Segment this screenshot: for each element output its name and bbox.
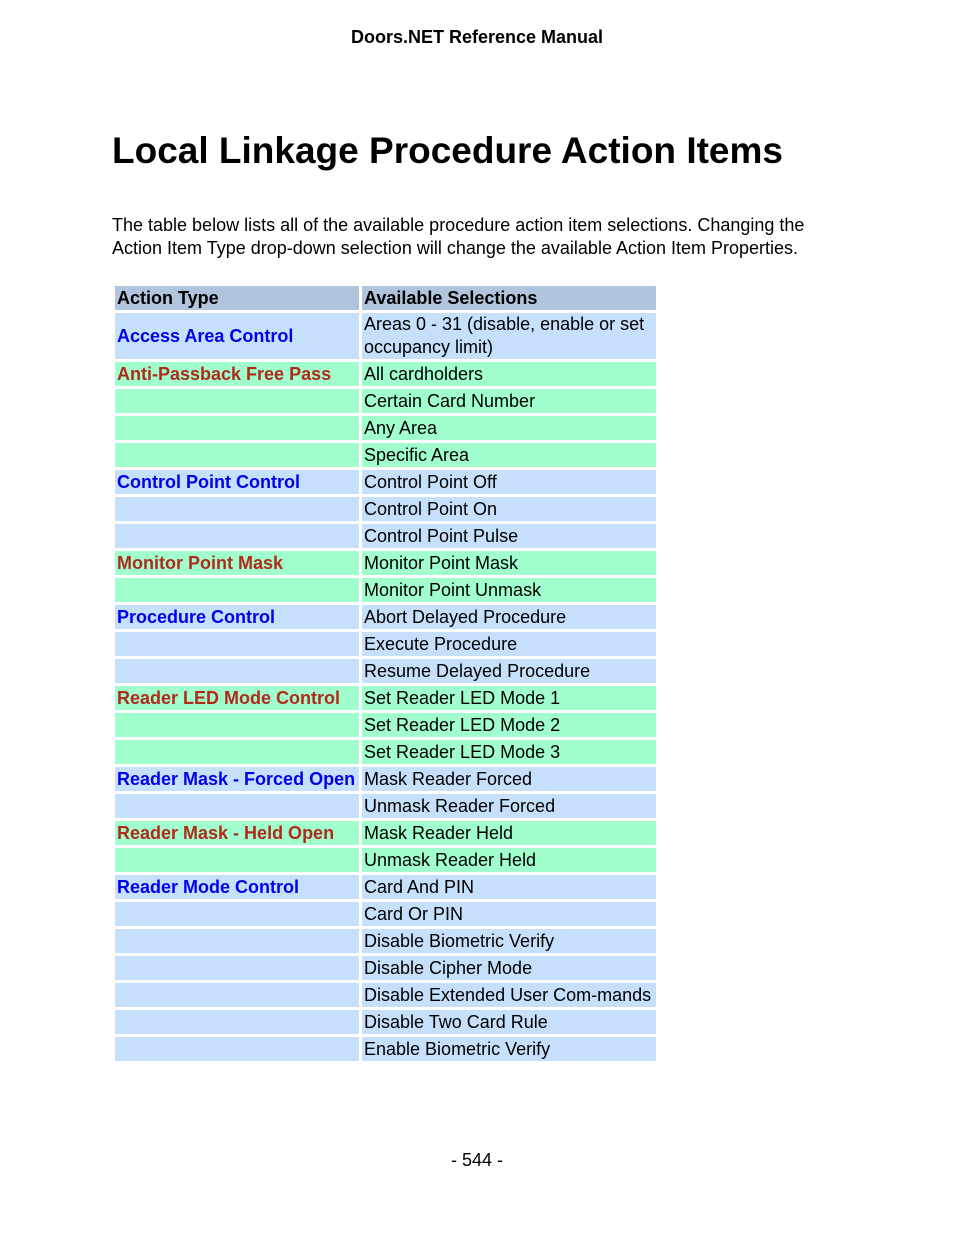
table-row — [115, 929, 656, 953]
action-type-label: Procedure Control — [117, 606, 276, 627]
table-row — [115, 605, 656, 629]
column-header-action-type: Action Type — [115, 286, 359, 310]
table-row — [115, 848, 656, 872]
running-header: Doors.NET Reference Manual — [350, 27, 604, 47]
available-selection-cell: Mask Reader Forced — [362, 767, 656, 791]
action-type-cell — [115, 929, 359, 953]
available-selection-cell: Disable Cipher Mode — [362, 956, 656, 980]
page-title: Local Linkage Procedure Action Items — [112, 130, 783, 171]
available-selection-cell: Unmask Reader Forced — [362, 794, 656, 818]
table-row — [115, 794, 656, 818]
table-body — [115, 313, 656, 1061]
available-selection-cell: Execute Procedure — [362, 632, 656, 656]
table-row — [115, 443, 656, 467]
table-row — [115, 740, 656, 764]
action-type-cell — [115, 605, 359, 629]
table-row — [115, 389, 656, 413]
action-type-cell — [115, 875, 359, 899]
action-type-cell — [115, 821, 359, 845]
column-header-available-selections: Available Selections — [362, 286, 656, 310]
action-type-cell — [115, 362, 359, 386]
available-selection-cell: Disable Two Card Rule — [362, 1010, 656, 1034]
table-row — [115, 821, 656, 845]
action-type-label: Monitor Point Mask — [117, 552, 283, 573]
table-row — [115, 686, 656, 710]
action-items-table — [112, 283, 659, 1064]
available-selection-cell: Monitor Point Mask — [362, 551, 656, 575]
table-row — [115, 362, 656, 386]
action-type-cell — [115, 497, 359, 521]
action-type-cell — [115, 767, 359, 791]
action-type-label: Reader Mask - Held Open — [117, 822, 335, 843]
available-selection-cell: Set Reader LED Mode 2 — [362, 713, 656, 737]
action-type-cell — [115, 313, 359, 359]
action-type-cell — [115, 632, 359, 656]
action-type-cell — [115, 713, 359, 737]
table-row — [115, 902, 656, 926]
table-row — [115, 524, 656, 548]
action-type-cell — [115, 956, 359, 980]
action-type-label: Reader Mask - Forced Open — [117, 768, 356, 789]
action-type-label: Access Area Control — [117, 325, 294, 346]
table-row — [115, 1037, 656, 1061]
available-selection-cell: Monitor Point Unmask — [362, 578, 656, 602]
action-type-cell — [115, 443, 359, 467]
available-selection-cell: Areas 0 - 31 (disable, enable or set occupancy limit) — [362, 313, 656, 359]
available-selection-cell: Mask Reader Held — [362, 821, 656, 845]
action-type-cell — [115, 1010, 359, 1034]
available-selection-cell: Disable Biometric Verify — [362, 929, 656, 953]
table-row — [115, 713, 656, 737]
table-row — [115, 551, 656, 575]
action-type-cell — [115, 551, 359, 575]
available-selection-cell: Control Point Pulse — [362, 524, 656, 548]
available-selection-cell: Card And PIN — [362, 875, 656, 899]
table-row — [115, 659, 656, 683]
table-row — [115, 313, 656, 359]
available-selection-cell: Unmask Reader Held — [362, 848, 656, 872]
table-row — [115, 416, 656, 440]
action-type-cell — [115, 794, 359, 818]
available-selection-cell: Specific Area — [362, 443, 656, 467]
page-number: - 544 - — [450, 1150, 504, 1170]
table-row — [115, 983, 656, 1007]
available-selection-cell: Control Point Off — [362, 470, 656, 494]
available-selection-cell: Control Point On — [362, 497, 656, 521]
table-header-row — [115, 286, 656, 310]
table-row — [115, 875, 656, 899]
table-row — [115, 632, 656, 656]
table-row — [115, 470, 656, 494]
available-selection-cell: Set Reader LED Mode 1 — [362, 686, 656, 710]
action-type-cell — [115, 686, 359, 710]
available-selection-cell: Set Reader LED Mode 3 — [362, 740, 656, 764]
action-type-cell — [115, 848, 359, 872]
action-type-cell — [115, 470, 359, 494]
available-selection-cell: Card Or PIN — [362, 902, 656, 926]
action-type-label: Reader LED Mode Control — [117, 687, 341, 708]
action-type-label: Anti-Passback Free Pass — [117, 363, 332, 384]
table-row — [115, 956, 656, 980]
action-type-cell — [115, 389, 359, 413]
action-type-cell — [115, 983, 359, 1007]
available-selection-cell: Any Area — [362, 416, 656, 440]
action-type-cell — [115, 1037, 359, 1061]
action-type-cell — [115, 659, 359, 683]
available-selection-cell: Enable Biometric Verify — [362, 1037, 656, 1061]
action-type-cell — [115, 902, 359, 926]
available-selection-cell: Abort Delayed Procedure — [362, 605, 656, 629]
table-row — [115, 1010, 656, 1034]
action-type-cell — [115, 578, 359, 602]
table-row — [115, 767, 656, 791]
action-type-cell — [115, 416, 359, 440]
available-selection-cell: Disable Extended User Com-mands — [362, 983, 656, 1007]
table-row — [115, 578, 656, 602]
action-type-cell — [115, 740, 359, 764]
available-selection-cell: Certain Card Number — [362, 389, 656, 413]
action-type-label: Control Point Control — [117, 471, 300, 492]
intro-paragraph: The table below lists all of the available procedure action item selections. Changing the Action Item Type drop-down selection will change the available Action Item Properties. — [112, 215, 805, 258]
available-selection-cell: All cardholders — [362, 362, 656, 386]
table-row — [115, 497, 656, 521]
available-selection-cell: Resume Delayed Procedure — [362, 659, 656, 683]
action-type-cell — [115, 524, 359, 548]
action-type-label: Reader Mode Control — [117, 876, 300, 897]
